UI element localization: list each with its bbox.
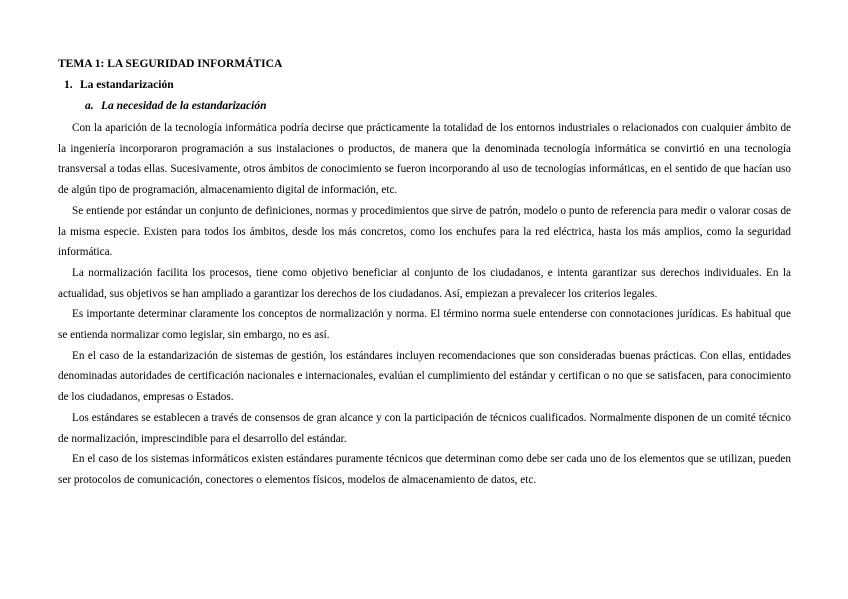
subsection-label: La necesidad de la estandarización: [101, 100, 267, 112]
paragraph-4: Es importante determinar claramente los conceptos de normalización y norma. El término norma suele entenderse con connotaciones jurídicas. Es habitual que se entienda normalizar como legislar, sin embargo, no es así.: [58, 308, 791, 342]
paragraph-2: Se entiende por estándar un conjunto de definiciones, normas y procedimientos que sirve de patrón, modelo o punto de referencia para medir o valorar cosas de la misma especie. Existen para todos los ámbitos, desde los más concretos, como los enchufes para la red eléctrica, hasta los más amplios, como la seguridad informática.: [58, 204, 791, 259]
paragraph-3: La normalización facilita los procesos, tiene como objetivo beneficiar al conjunto de los ciudadanos, e intenta garantizar sus derechos individuales. En la actualidad, sus objetivos se han ampliado a garantizar los derechos de los ciudadanos. Así, empiezan a prevalecer los criterios legales.: [58, 266, 791, 300]
section-number: 1.: [64, 79, 73, 91]
paragraph-5: En el caso de la estandarización de sistemas de gestión, los estándares incluyen recomendaciones que son consideradas buenas prácticas. Con ellas, entidades denominadas autoridades de certificación nacionales e internacionales, evalúan el cumplimiento del estándar y certifican o no que se satisfacen, para conocimiento de los ciudadanos, empresas o Estados.: [58, 349, 791, 404]
section-label: La estandarización: [80, 79, 174, 91]
subsection-heading: [85, 98, 791, 114]
paragraph-6: Los estándares se establecen a través de consensos de gran alcance y con la participación de técnicos cualificados. Normalmente disponen de un comité técnico de normalización, imprescindible para el desarrollo del estándar.: [58, 411, 791, 445]
document-page: [58, 56, 791, 491]
paragraph-7: En el caso de los sistemas informáticos existen estándares puramente técnicos que determinan como debe ser cada uno de los elementos que se utilizan, pueden ser protocolos de comunicación, conectores o elementos físicos, modelos de almacenamiento de datos, etc.: [58, 453, 791, 486]
subsection-number: a.: [85, 100, 94, 112]
paragraph-1: Con la aparición de la tecnología informática podría decirse que prácticamente la totalidad de los entornos industriales o relacionados con cualquier ámbito de la ingeniería incorporaron programación a sus instalaciones o productos, de manera que la denominada tecnología informática se convirtió en una tecnología transversal a todas ellas. Sucesivamente, otros ámbitos de conocimiento se fueron incorporando al uso de tecnologías informáticas, en el sentido de que hacían uso de algún tipo de programación, almacenamiento digital de información, etc.: [58, 122, 791, 197]
section-heading: [64, 77, 791, 93]
document-title: TEMA 1: LA SEGURIDAD INFORMÁTICA: [58, 58, 283, 70]
